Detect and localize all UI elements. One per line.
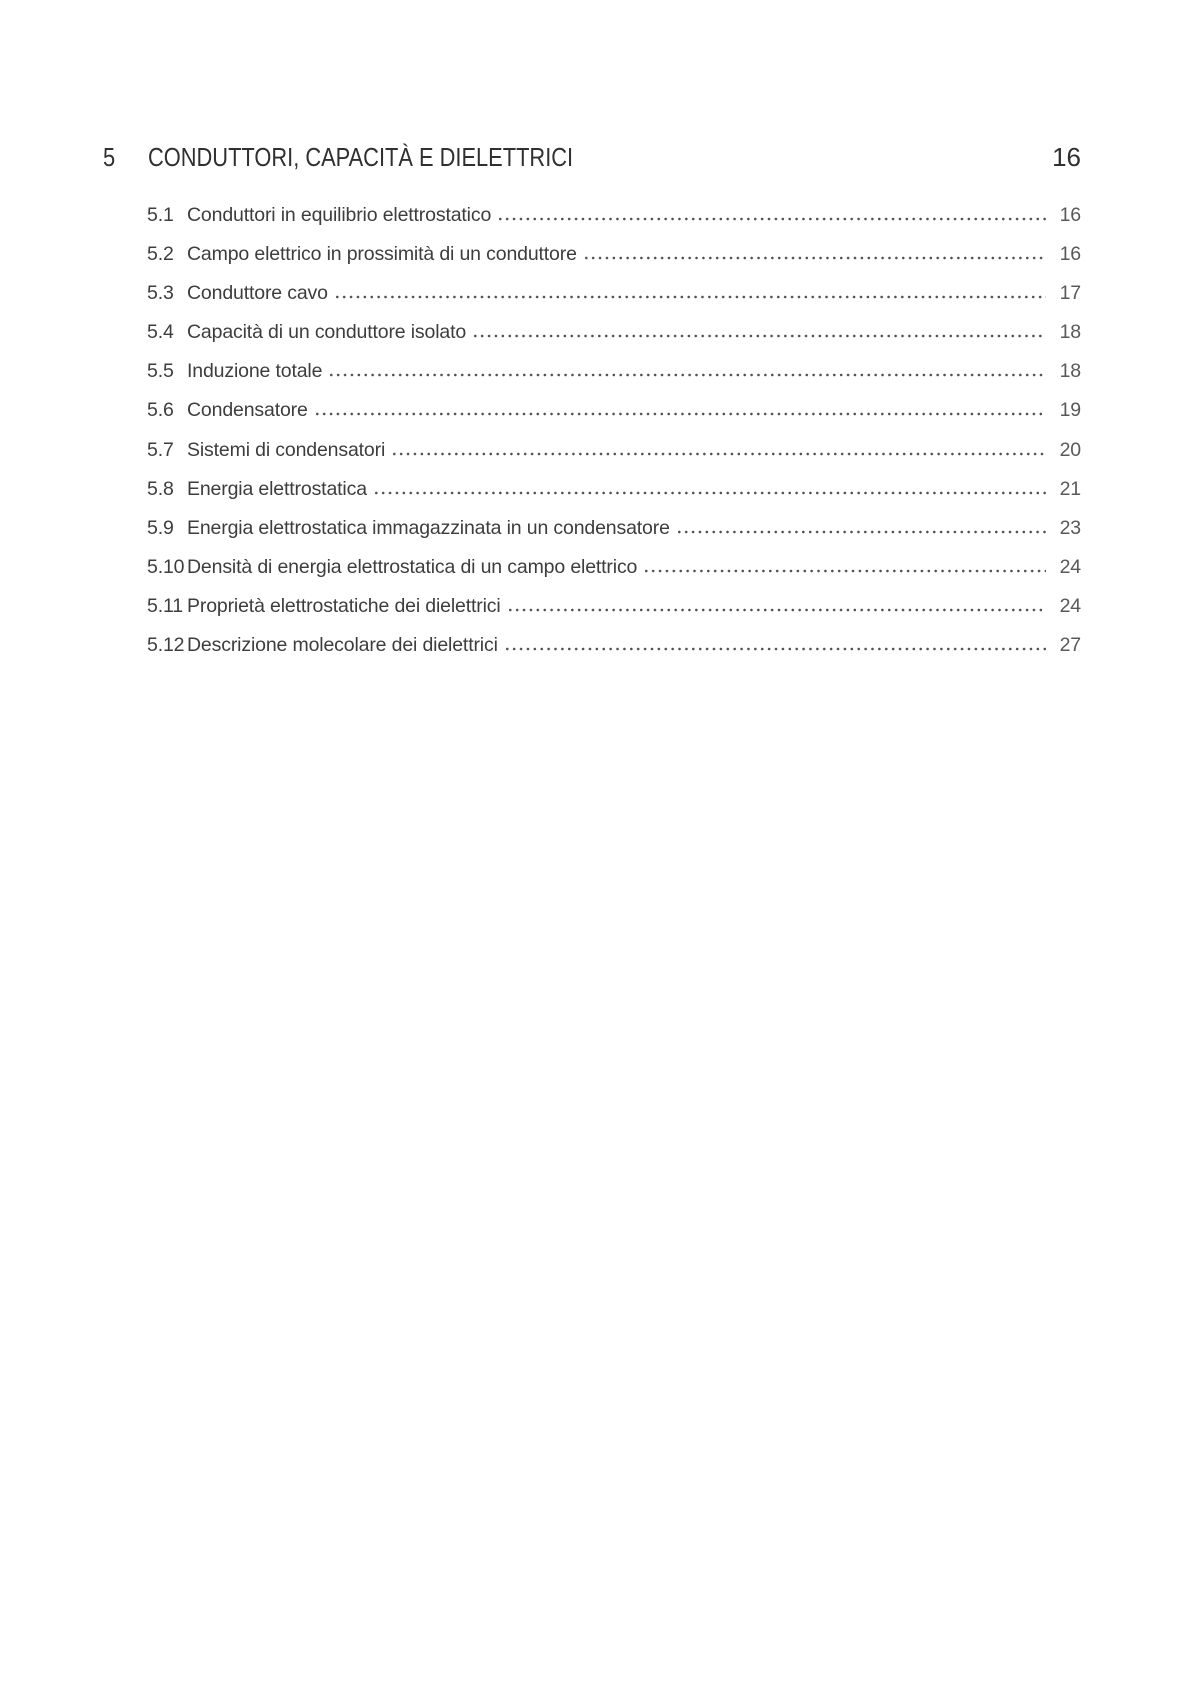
toc-entry-number: 5.6	[147, 399, 174, 422]
toc-entry-number: 5.8	[147, 477, 174, 500]
dot-leader	[375, 491, 1046, 495]
toc-entry[interactable]	[147, 470, 1081, 509]
toc-entry-title: Capacità di un conduttore isolato	[187, 321, 467, 344]
toc-entry-page: 27	[1059, 634, 1081, 657]
toc-entry-title: Induzione totale	[187, 360, 323, 383]
toc-entry-number: 5.5	[147, 360, 174, 383]
toc-entry-title: Energia elettrostatica immagazzinata in un condensatore	[187, 516, 670, 539]
dot-leader	[316, 412, 1046, 416]
dot-leader	[509, 608, 1046, 612]
dot-leader	[336, 295, 1046, 299]
toc-entry-title: Campo elettrico in prossimità di un conduttore	[187, 243, 577, 266]
toc-entry-title: Condensatore	[187, 399, 308, 422]
toc-entry-number: 5.2	[147, 243, 174, 266]
toc-entry-number: 5.7	[147, 438, 174, 461]
toc-entry-title: Descrizione molecolare dei dielettrici	[187, 634, 498, 657]
dot-leader	[506, 647, 1046, 651]
toc-entry-page: 16	[1059, 243, 1081, 266]
chapter-page-number: 16	[1052, 142, 1081, 172]
dot-leader	[585, 256, 1046, 260]
toc-entry-page: 24	[1059, 555, 1081, 578]
toc-entry-title: Conduttori in equilibrio elettrostatico	[187, 204, 492, 226]
dot-leader	[678, 530, 1046, 534]
toc-entry[interactable]	[147, 196, 1081, 235]
toc-entry-page: 19	[1059, 399, 1081, 422]
toc-entry-title: Conduttore cavo	[187, 282, 328, 305]
toc-entry-number: 5.1	[147, 204, 174, 226]
toc-entry-title: Densità di energia elettrostatica di un campo elettrico	[187, 555, 638, 578]
toc-entry[interactable]	[147, 313, 1081, 352]
toc-entry-title: Sistemi di condensatori	[187, 438, 386, 461]
toc-entry-number: 5.3	[147, 282, 174, 305]
toc-heading-row[interactable]	[103, 144, 1081, 170]
toc-entry-title: Energia elettrostatica	[187, 477, 367, 500]
toc-entry-page: 20	[1059, 438, 1081, 461]
toc-entry-page: 17	[1059, 282, 1081, 305]
toc-entry-page: 18	[1059, 321, 1081, 344]
dot-leader	[499, 217, 1046, 221]
toc-entry[interactable]	[147, 391, 1081, 430]
toc-entry-number: 5.11	[147, 594, 183, 617]
toc-entry-page: 16	[1059, 204, 1081, 226]
toc-entry-number: 5.9	[147, 516, 174, 539]
toc-entry-page: 24	[1059, 594, 1081, 617]
toc-entry-number: 5.10	[147, 555, 185, 578]
toc-entry-number: 5.4	[147, 321, 174, 344]
chapter-number: 5	[103, 142, 116, 172]
dot-leader	[474, 334, 1046, 338]
chapter-title: CONDUTTORI, CAPACITÀ E DIELETTRICI	[148, 142, 574, 172]
toc-entry-page: 21	[1059, 477, 1081, 500]
toc-entry[interactable]	[147, 352, 1081, 391]
dot-leader	[330, 373, 1046, 377]
toc-entry-page: 23	[1059, 516, 1081, 539]
toc-entry[interactable]	[147, 548, 1081, 587]
toc-entry-page: 18	[1059, 360, 1081, 383]
toc-entry[interactable]	[147, 274, 1081, 313]
toc-entry[interactable]	[147, 509, 1081, 548]
dot-leader	[645, 569, 1046, 573]
toc-entry-title: Proprietà elettrostatiche dei dielettrici	[187, 594, 501, 617]
toc-entry[interactable]	[147, 235, 1081, 274]
toc-entry-number: 5.12	[147, 634, 185, 657]
toc-entry[interactable]	[147, 626, 1081, 665]
toc-entry[interactable]	[147, 431, 1081, 470]
toc-entries-list	[147, 196, 1081, 665]
dot-leader	[393, 452, 1046, 456]
toc-entry[interactable]	[147, 587, 1081, 626]
